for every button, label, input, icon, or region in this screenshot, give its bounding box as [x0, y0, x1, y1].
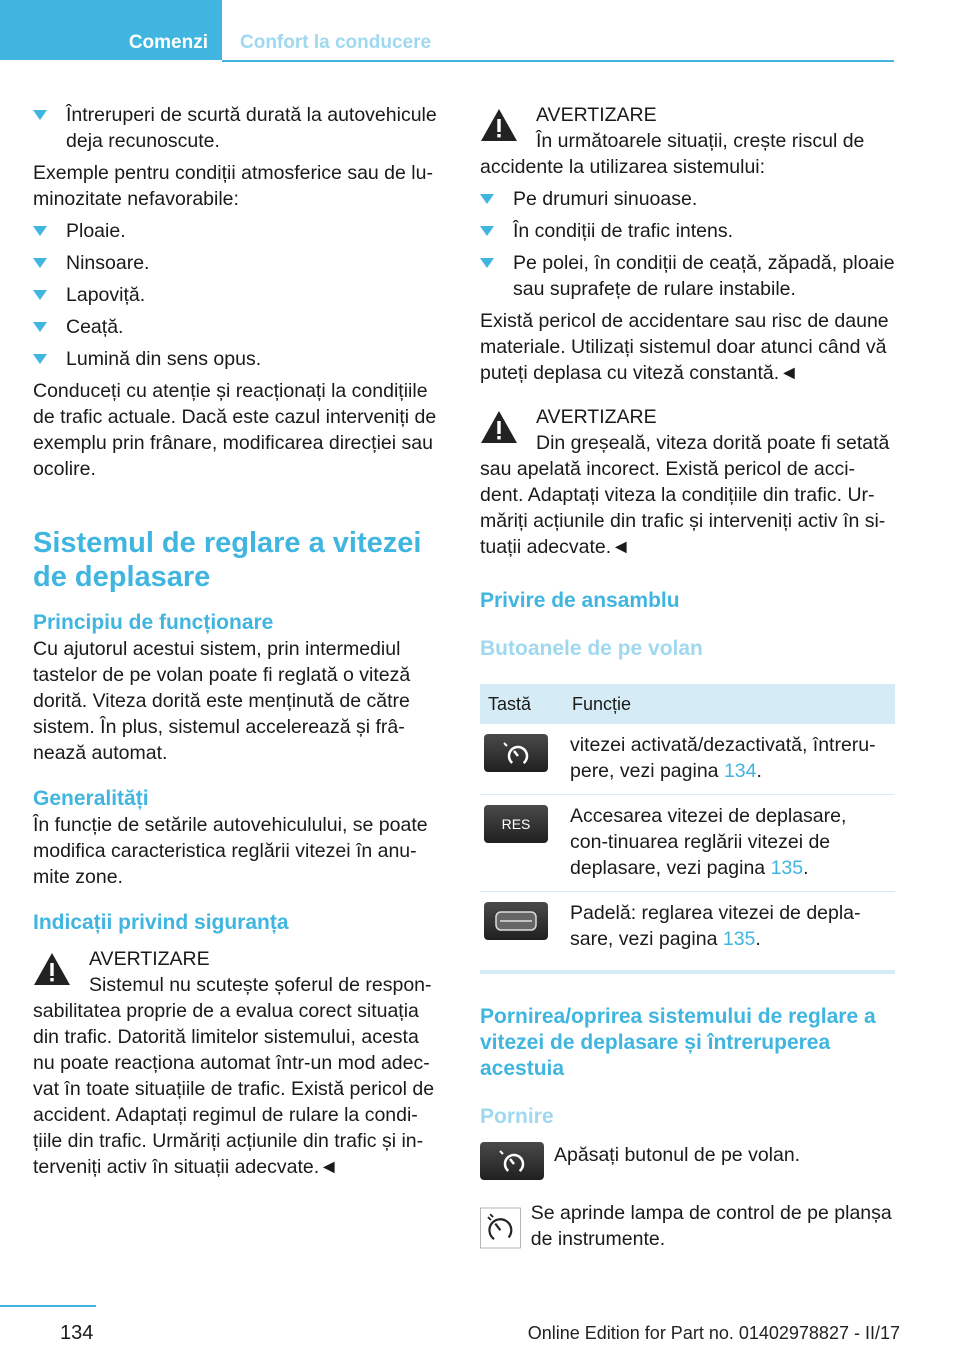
warning-text: Din greșeală, viteza dorită poate fi setată sau apelată incorect. Există pericol de acci-dent. Adaptați viteza la condițiile din trafic. Ur-măriți acțiunile din trafic și interveniți activ în si-tuații adecvate.◄ — [480, 432, 890, 558]
speedometer-button-icon — [480, 1142, 544, 1180]
paragraph: Conduceți cu atenție și reacționați la condițiile de trafic actuale. Dacă este cazul interveniți de exemplu prin frânare, modificarea direcției sau ocolire. — [33, 380, 437, 480]
subheading-start: Pornire — [480, 1105, 554, 1128]
speedometer-indicator-icon — [480, 1200, 521, 1256]
function-cell: Accesarea vitezei de deplasare, con-tinuarea reglării vitezei de deplasare, vezi pagina 135. — [564, 795, 895, 892]
triangle-bullet-icon — [33, 226, 47, 236]
subheading-start-stop: Pornirea/oprirea sistemului de reglare a vitezei de deplasare și întreruperea acestuia — [480, 1005, 876, 1080]
table-row — [480, 724, 895, 795]
keys-table — [480, 684, 895, 974]
start-instruction — [480, 1142, 895, 1180]
warning-box — [480, 102, 895, 180]
warning-box — [480, 404, 895, 560]
paragraph: În funcție de setările autovehiculului, se poate modifica caracteristica reglării vitezei în anu-mite zone. — [33, 814, 428, 888]
list-item: Pe polei, în condiții de ceață, zăpadă, ploaie sau suprafețe de rulare instabile. — [480, 250, 895, 302]
page-number: 134 — [60, 1322, 94, 1344]
function-cell: Padelă: reglarea vitezei de depla-sare, vezi pagina 135. — [564, 892, 895, 973]
list-item: În condiții de trafic intens. — [480, 218, 895, 244]
footer-divider — [0, 1305, 96, 1307]
paragraph: Exemple pentru condiții atmosferice sau de lu-minozitate nefavorabile: — [33, 162, 433, 210]
triangle-bullet-icon — [480, 194, 494, 204]
page-link[interactable]: 135 — [722, 928, 756, 950]
list-item: Ninsoare. — [33, 250, 441, 276]
triangle-bullet-icon — [480, 258, 494, 268]
page-link[interactable]: 134 — [723, 760, 757, 782]
warning-box — [33, 946, 441, 1180]
list-item: Ploaie. — [33, 218, 441, 244]
subheading-buttons: Butoanele de pe volan — [480, 637, 703, 660]
left-column — [33, 102, 441, 1180]
page-link[interactable]: 135 — [770, 857, 804, 879]
header-tab — [0, 0, 222, 60]
warning-triangle-icon — [480, 410, 518, 444]
column-header-function: Funcție — [564, 684, 895, 724]
list-item: Lapoviță. — [33, 282, 441, 308]
triangle-bullet-icon — [33, 258, 47, 268]
list-item: Întreruperi de scurtă durată la autovehicule deja recunoscute. — [33, 102, 441, 154]
function-cell: vitezei activată/dezactivată, întreru-pere, vezi pagina 134. — [564, 724, 895, 795]
warning-title: AVERTIZARE — [536, 104, 657, 126]
triangle-bullet-icon — [33, 290, 47, 300]
table-row — [480, 795, 895, 892]
instruction-text: Apăsați butonul de pe volan. — [554, 1144, 801, 1166]
subheading-principle: Principiu de funcționare — [33, 611, 274, 634]
triangle-bullet-icon — [480, 226, 494, 236]
header-tab-label: Comenzi — [128, 32, 208, 53]
triangle-bullet-icon — [33, 322, 47, 332]
list-item: Pe drumuri sinuoase. — [480, 186, 895, 212]
section-title: Sistemul de reglare a vitezei de deplasare — [33, 527, 422, 593]
header-section: Confort la conducere — [240, 32, 432, 53]
warning-triangle-icon — [480, 108, 518, 142]
subheading-overview: Privire de ansamblu — [480, 589, 680, 612]
warning-title: AVERTIZARE — [89, 948, 210, 970]
list-item: Ceață. — [33, 314, 441, 340]
warning-title: AVERTIZARE — [536, 406, 657, 428]
subheading-safety: Indicații privind siguranța — [33, 911, 289, 934]
table-header-row — [480, 684, 895, 724]
speedometer-button-icon — [484, 734, 548, 772]
paragraph: Cu ajutorul acestui sistem, prin intermediul tastelor de pe volan poate fi reglată o viteză dorită. Viteza dorită este menținută de către sistem. În plus, sistemul accelerează și frâ-nează automat. — [33, 638, 411, 764]
right-column — [480, 102, 895, 1256]
res-button-icon: RES — [484, 805, 548, 843]
column-header-key: Tastă — [480, 684, 564, 724]
triangle-bullet-icon — [33, 354, 47, 364]
list-item: Lumină din sens opus. — [33, 346, 441, 372]
warning-text: În următoarele situații, crește riscul de accidente la utilizarea sistemului: — [480, 130, 865, 178]
edition-note: Online Edition for Part no. 01402978827 - II/17 — [527, 1323, 900, 1343]
paragraph: Există pericol de accidentare sau risc de daune materiale. Utilizați sistemul doar atunci când vă puteți deplasa cu viteză constantă.◄ — [480, 310, 889, 384]
warning-text: Sistemul nu scutește șoferul de respon-sabilitatea proprie de a evalua corect situația din trafic. Datorită limitelor sistemului, acesta nu poate reacționa automat într-un mod adec-vat în toate situațiile de trafic. Există pericol de accident. Adaptați regimul de rulare la condi-țiile din trafic. Urmăriți acțiunile din trafic și in-terveniți activ în situații adecvate.◄ — [33, 974, 435, 1178]
warning-triangle-icon — [33, 952, 71, 986]
lamp-info — [480, 1200, 895, 1256]
table-row — [480, 892, 895, 973]
triangle-bullet-icon — [33, 110, 47, 120]
subheading-general: Generalități — [33, 787, 149, 810]
rocker-paddle-icon — [484, 902, 548, 940]
header-divider — [222, 60, 894, 62]
lamp-text: Se aprinde lampa de control de pe planșa de instrumente. — [530, 1202, 892, 1250]
